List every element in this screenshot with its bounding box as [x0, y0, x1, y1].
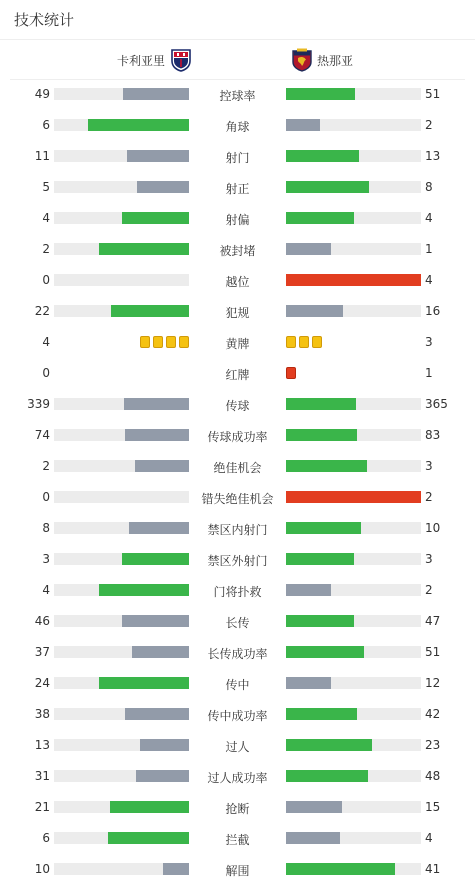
home-bar-fill — [135, 460, 189, 472]
home-bar-track — [54, 832, 189, 844]
home-value: 4 — [42, 211, 50, 225]
away-bar-fill — [286, 770, 368, 782]
home-bar-fill — [99, 584, 189, 596]
home-value: 3 — [42, 552, 50, 566]
away-bar-fill — [286, 398, 356, 410]
stat-row — [0, 762, 475, 793]
home-bar-track — [54, 522, 189, 534]
away-value: 41 — [425, 862, 441, 876]
teams-header — [10, 40, 465, 80]
stat-label: 绝佳机会 — [213, 461, 262, 475]
home-bar-fill — [111, 305, 189, 317]
stat-label: 射偏 — [225, 213, 250, 227]
home-value: 49 — [34, 87, 50, 101]
away-bar-fill — [286, 88, 355, 100]
home-bar-fill — [122, 553, 190, 565]
away-team[interactable] — [292, 48, 353, 72]
away-value: 2 — [425, 118, 433, 132]
away-value: 51 — [425, 645, 441, 659]
away-bar-track — [286, 212, 421, 224]
away-value: 1 — [425, 366, 433, 380]
away-bar-track — [286, 522, 421, 534]
home-bar-track — [54, 429, 189, 441]
home-bar-fill — [127, 150, 189, 162]
stat-label: 传球 — [225, 399, 250, 413]
red-card-icon — [286, 367, 296, 379]
stat-label: 射门 — [225, 151, 250, 165]
yellow-card-icon — [312, 336, 322, 348]
page-title: 技术统计 — [14, 11, 75, 29]
away-bar-fill — [286, 646, 364, 658]
stat-row — [0, 731, 475, 762]
away-value: 48 — [425, 769, 441, 783]
home-bar-fill — [136, 770, 189, 782]
away-bar-fill — [286, 677, 331, 689]
away-value: 10 — [425, 521, 441, 535]
stat-label: 过人成功率 — [207, 771, 268, 785]
home-value: 0 — [42, 273, 50, 287]
stat-label: 红牌 — [225, 368, 250, 382]
away-bar-track — [286, 708, 421, 720]
home-value: 2 — [42, 459, 50, 473]
home-bar-fill — [137, 181, 189, 193]
home-value: 5 — [42, 180, 50, 194]
stat-label: 抢断 — [225, 802, 250, 816]
home-bar-track — [54, 398, 189, 410]
away-bar-track — [286, 274, 421, 286]
stat-label: 错失绝佳机会 — [201, 492, 274, 506]
away-bar-track — [286, 181, 421, 193]
stat-row — [0, 266, 475, 297]
stat-label: 传中 — [225, 678, 250, 692]
away-bar-track — [286, 863, 421, 875]
stat-label: 射正 — [225, 182, 250, 196]
home-value: 10 — [34, 862, 50, 876]
stat-label: 越位 — [225, 275, 250, 289]
away-bar-fill — [286, 243, 331, 255]
home-team[interactable] — [117, 48, 191, 72]
away-bar-track — [286, 739, 421, 751]
home-bar-track — [54, 739, 189, 751]
stat-label: 被封堵 — [219, 244, 256, 258]
home-value: 46 — [34, 614, 50, 628]
away-bar-fill — [286, 181, 369, 193]
home-bar-fill — [122, 615, 189, 627]
stat-label: 传球成功率 — [207, 430, 268, 444]
home-bar-track — [54, 150, 189, 162]
away-value: 4 — [425, 831, 433, 845]
away-bar-track — [286, 88, 421, 100]
away-bar-track — [286, 553, 421, 565]
stat-row — [0, 824, 475, 855]
away-bar-fill — [286, 863, 395, 875]
home-bar-fill — [108, 832, 189, 844]
yellow-card-icon — [299, 336, 309, 348]
stat-label: 禁区内射门 — [207, 523, 268, 537]
away-cards — [286, 367, 296, 379]
stat-label: 过人 — [225, 740, 250, 754]
home-bar-track — [54, 88, 189, 100]
away-bar-fill — [286, 491, 421, 503]
away-bar-track — [286, 832, 421, 844]
away-bar-track — [286, 677, 421, 689]
home-bar-fill — [125, 429, 189, 441]
away-bar-fill — [286, 801, 342, 813]
home-value: 31 — [34, 769, 50, 783]
away-value: 15 — [425, 800, 441, 814]
home-bar-track — [54, 553, 189, 565]
home-bar-fill — [124, 398, 189, 410]
home-team-name: 卡利亚里 — [116, 53, 165, 68]
home-bar-fill — [122, 212, 190, 224]
away-value: 3 — [425, 552, 433, 566]
stat-label: 控球率 — [219, 89, 256, 103]
away-value: 23 — [425, 738, 441, 752]
home-value: 11 — [34, 149, 50, 163]
stats-header — [0, 0, 475, 40]
stat-row — [0, 390, 475, 421]
stat-row — [0, 204, 475, 235]
away-value: 2 — [425, 583, 433, 597]
home-bar-fill — [163, 863, 189, 875]
away-value: 4 — [425, 273, 433, 287]
away-bar-fill — [286, 150, 359, 162]
away-bar-track — [286, 398, 421, 410]
yellow-card-icon — [179, 336, 189, 348]
home-bar-track — [54, 181, 189, 193]
stat-label: 长传 — [225, 616, 250, 630]
stat-label: 犯规 — [225, 306, 250, 320]
stat-label: 传中成功率 — [207, 709, 268, 723]
away-team-name: 热那亚 — [317, 53, 354, 68]
away-value: 1 — [425, 242, 433, 256]
stat-row — [0, 700, 475, 731]
stat-row — [0, 328, 475, 359]
home-value: 6 — [42, 831, 50, 845]
home-value: 22 — [34, 304, 50, 318]
away-bar-fill — [286, 305, 343, 317]
home-value: 24 — [34, 676, 50, 690]
stat-row — [0, 235, 475, 266]
stat-row — [0, 297, 475, 328]
yellow-card-icon — [166, 336, 176, 348]
home-bar-track — [54, 243, 189, 255]
away-bar-fill — [286, 553, 354, 565]
stat-row — [0, 421, 475, 452]
home-bar-track — [54, 615, 189, 627]
stat-label: 黄牌 — [225, 337, 250, 351]
away-value: 3 — [425, 459, 433, 473]
away-bar-fill — [286, 274, 421, 286]
away-value: 3 — [425, 335, 433, 349]
away-bar-fill — [286, 212, 354, 224]
away-bar-track — [286, 305, 421, 317]
stat-row — [0, 483, 475, 514]
away-bar-track — [286, 801, 421, 813]
stat-row — [0, 142, 475, 173]
home-bar-track — [54, 584, 189, 596]
away-value: 365 — [425, 397, 448, 411]
stat-label: 拦截 — [225, 833, 250, 847]
stat-row — [0, 607, 475, 638]
home-value: 13 — [34, 738, 50, 752]
away-bar-track — [286, 615, 421, 627]
away-bar-track — [286, 460, 421, 472]
away-bar-fill — [286, 615, 354, 627]
stat-row — [0, 576, 475, 607]
away-value: 47 — [425, 614, 441, 628]
away-bar-fill — [286, 739, 372, 751]
home-bar-fill — [125, 708, 189, 720]
away-value: 12 — [425, 676, 441, 690]
home-bar-track — [54, 801, 189, 813]
yellow-card-icon — [153, 336, 163, 348]
home-bar-track — [54, 119, 189, 131]
away-value: 51 — [425, 87, 441, 101]
home-value: 2 — [42, 242, 50, 256]
away-bar-track — [286, 491, 421, 503]
away-bar-fill — [286, 429, 357, 441]
away-value: 16 — [425, 304, 441, 318]
home-bar-fill — [129, 522, 189, 534]
home-bar-fill — [110, 801, 189, 813]
home-value: 0 — [42, 490, 50, 504]
home-cards — [140, 336, 189, 348]
home-bar-track — [54, 491, 189, 503]
away-bar-track — [286, 119, 421, 131]
away-value: 42 — [425, 707, 441, 721]
away-value: 4 — [425, 211, 433, 225]
home-bar-track — [54, 708, 189, 720]
away-bar-track — [286, 646, 421, 658]
away-bar-fill — [286, 522, 361, 534]
home-value: 4 — [42, 583, 50, 597]
home-bar-track — [54, 770, 189, 782]
away-cards — [286, 336, 322, 348]
stat-row — [0, 669, 475, 700]
genoa-crest-icon — [292, 48, 312, 72]
home-value: 0 — [42, 366, 50, 380]
stat-label: 禁区外射门 — [207, 554, 268, 568]
home-value: 6 — [42, 118, 50, 132]
stat-row — [0, 452, 475, 483]
away-value: 2 — [425, 490, 433, 504]
home-bar-fill — [140, 739, 189, 751]
home-bar-track — [54, 677, 189, 689]
stat-label: 解围 — [225, 864, 250, 878]
home-bar-fill — [132, 646, 189, 658]
away-bar-fill — [286, 460, 367, 472]
away-bar-track — [286, 150, 421, 162]
yellow-card-icon — [140, 336, 150, 348]
stat-label: 门将扑救 — [213, 585, 262, 599]
stat-row — [0, 855, 475, 886]
away-bar-fill — [286, 708, 357, 720]
yellow-card-icon — [286, 336, 296, 348]
home-value: 74 — [34, 428, 50, 442]
away-bar-track — [286, 584, 421, 596]
home-bar-fill — [99, 677, 189, 689]
stat-row — [0, 80, 475, 111]
home-bar-track — [54, 305, 189, 317]
stat-row — [0, 173, 475, 204]
home-bar-track — [54, 460, 189, 472]
home-bar-track — [54, 646, 189, 658]
home-bar-fill — [123, 88, 189, 100]
away-value: 8 — [425, 180, 433, 194]
home-value: 339 — [27, 397, 50, 411]
away-bar-fill — [286, 584, 331, 596]
home-value: 37 — [34, 645, 50, 659]
stat-row — [0, 359, 475, 390]
stat-row — [0, 111, 475, 142]
away-bar-fill — [286, 119, 320, 131]
cagliari-crest-icon — [171, 48, 191, 72]
stat-label: 长传成功率 — [207, 647, 268, 661]
home-bar-fill — [88, 119, 189, 131]
away-value: 13 — [425, 149, 441, 163]
away-value: 83 — [425, 428, 441, 442]
away-bar-fill — [286, 832, 340, 844]
home-value: 4 — [42, 335, 50, 349]
away-bar-track — [286, 770, 421, 782]
home-bar-track — [54, 274, 189, 286]
away-bar-track — [286, 429, 421, 441]
home-value: 38 — [34, 707, 50, 721]
stat-label: 角球 — [225, 120, 250, 134]
home-bar-track — [54, 863, 189, 875]
stat-row — [0, 638, 475, 669]
home-bar-fill — [99, 243, 189, 255]
stat-row — [0, 545, 475, 576]
away-bar-track — [286, 243, 421, 255]
home-bar-track — [54, 212, 189, 224]
stat-row — [0, 793, 475, 824]
stat-row — [0, 514, 475, 545]
home-value: 21 — [34, 800, 50, 814]
home-value: 8 — [42, 521, 50, 535]
